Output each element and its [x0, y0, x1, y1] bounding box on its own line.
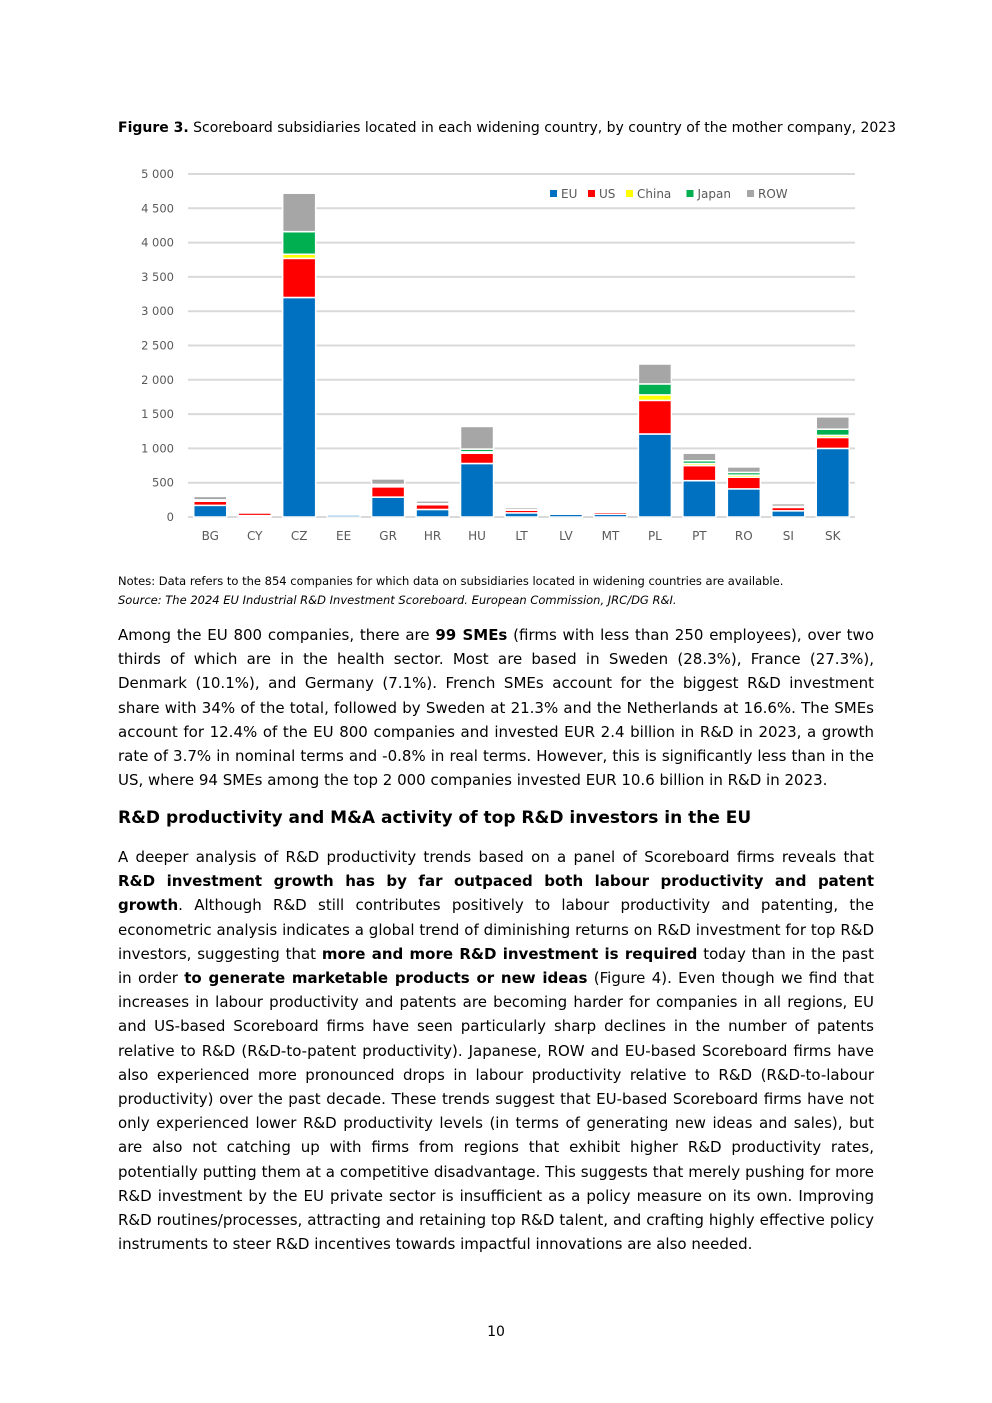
para2-bold-3: to generate marketable products or new ideas — [184, 969, 588, 988]
bar-segment-row — [772, 504, 805, 507]
bar-segment-us — [638, 400, 671, 434]
bar-segment-us — [727, 477, 760, 489]
bar-segment-us — [816, 437, 849, 448]
x-tick-label: GR — [379, 529, 397, 543]
figure-caption — [118, 119, 898, 137]
bar-segment-eu — [372, 497, 405, 517]
bar-segment-eu — [683, 481, 716, 517]
para2-text-4: (Figure 4). Even though we find that increases in labour productivity and patents are becoming harder for companies in all regions, EU and US-based Scoreboard firms have seen particularly sharp declines in the number of patents relative to R&D (R&D-to-patent productivity). Japanese, ROW and EU-based Scoreboard firms have also experienced more pronounced drops in labour productivity relative to R&D (R&D-to-labour productivity) over the past decade. These trends suggest that EU-based Scoreboard firms have not only experienced lower R&D productivity levels (in terms of generating new ideas and sales), but are also not catching up with firms from regions that exhibit higher R&D productivity rates, potentially putting them at a competitive disadvantage. This suggests that merely pushing for more R&D investment by the EU private sector is insufficient as a policy measure on its own. Improving R&D routines/processes, attracting and retaining top R&D talent, and crafting highly effective policy instruments to steer R&D incentives towards impactful innovations are also needed. — [118, 969, 874, 1254]
bar-segment-row — [727, 467, 760, 472]
y-tick-label: 0 — [166, 510, 174, 524]
legend-swatch-japan — [687, 190, 694, 197]
bar-segment-row — [283, 193, 316, 231]
y-tick-label: 4 000 — [141, 235, 174, 250]
bar-segment-row — [549, 513, 582, 514]
bar-segment-china — [638, 395, 671, 400]
x-tick-label: CY — [246, 529, 263, 543]
legend-swatch-eu — [550, 190, 557, 197]
bar-segment-japan — [638, 384, 671, 395]
bar-segment-eu — [816, 448, 849, 517]
para1-text-1: Among the EU 800 companies, there are — [118, 626, 436, 644]
bar-segment-row — [461, 426, 494, 449]
legend-label-japan: Japan — [697, 187, 731, 201]
bar-segment-us — [372, 487, 405, 497]
x-tick-label: SK — [825, 529, 841, 543]
y-tick-label: 3 000 — [141, 304, 174, 319]
para2-bold-1: R&D investment growth has by far outpaced both labour productivity and patent growth — [118, 872, 874, 915]
x-tick-label: LV — [559, 529, 573, 543]
para2-text-3: today than in the past in order — [118, 944, 875, 988]
bar-segment-eu — [638, 434, 671, 517]
stacked-bar-chart — [118, 160, 868, 560]
source-text: Source: The 2024 EU Industrial R&D Investment Scoreboard. European Commission, JRC/DG R&I. — [118, 593, 677, 607]
bar-segment-row — [683, 453, 716, 461]
bar-segment-eu — [416, 509, 449, 517]
y-tick-label: 3 500 — [141, 269, 174, 284]
figure-caption-text: Scoreboard subsidiaries located in each widening country, by country of the mother company, 2023 — [193, 120, 897, 136]
bar-segment-eu — [283, 297, 316, 517]
bar-segment-us — [283, 258, 316, 297]
legend-label-us: US — [599, 187, 616, 201]
legend-swatch-china — [626, 190, 633, 197]
x-tick-label: HU — [468, 529, 486, 543]
legend-swatch-row — [747, 190, 754, 197]
bar-segment-japan — [816, 429, 849, 435]
bar-segment-japan — [283, 232, 316, 255]
y-tick-label: 1 500 — [141, 407, 174, 422]
x-tick-label: PT — [692, 529, 707, 543]
x-tick-label: HR — [423, 529, 442, 543]
section-heading: R&D productivity and M&A activity of top R&D investors in the EU — [118, 808, 752, 828]
para1-text-2: (firms with less than 250 employees), over two thirds of which are in the health sector. Most are based in Sweden (28.3%), France (27.3%), Denmark (10.1%), and Germany (7.1%). French SMEs account for the biggest R&D investment share with 34% of the total, followed by Sweden at 21.3% and the Netherlands at 16.6%. The SMEs account for 12.4% of the EU 800 companies and invested EUR 2.4 billion in R&D in 2023, a growth rate of 3.7% in nominal terms and -0.8% in real terms. However, this is significantly less than in the US, where 94 SMEs among the top 2 000 companies invested EUR 10.6 billion in R&D in 2023. — [118, 626, 874, 790]
notes-text: Notes: Data refers to the 854 companies for which data on subsidiaries located in widening countries are available. — [118, 574, 784, 588]
para1-bold-1: 99 SMEs — [435, 626, 508, 644]
bar-segment-eu — [194, 505, 227, 517]
bar-segment-eu — [461, 463, 494, 517]
page-number: 10 — [487, 1324, 505, 1340]
x-tick-label: SI — [782, 529, 794, 543]
x-tick-label: MT — [601, 529, 620, 543]
y-tick-label: 2 000 — [141, 372, 174, 387]
bar-segment-row — [372, 479, 405, 484]
legend-swatch-us — [588, 190, 595, 197]
legend-label-china: China — [637, 187, 672, 201]
bar-segment-row — [505, 508, 538, 510]
bar-segment-us — [461, 453, 494, 463]
figure-notes — [118, 572, 878, 610]
y-tick-label: 4 500 — [141, 201, 174, 216]
legend-label-row: ROW — [758, 187, 788, 201]
para2-text-1: A deeper analysis of R&D productivity trends based on a panel of Scoreboard firms reveals that — [118, 848, 874, 866]
para2-text-2: . Although R&D still contributes positively to labour productivity and patenting, the econometric analysis indicates a global trend of diminishing returns on R&D investment for top R&D investors, suggesting that — [118, 896, 874, 963]
legend-label-eu: EU — [561, 187, 578, 201]
y-tick-label: 500 — [152, 475, 174, 490]
bar-segment-row — [327, 513, 360, 514]
bar-segment-row — [416, 501, 449, 504]
x-tick-label: BG — [201, 529, 219, 543]
x-tick-label: LT — [515, 529, 528, 543]
bar-segment-row — [194, 496, 227, 499]
x-tick-label: CZ — [290, 529, 308, 543]
paragraph-smes — [118, 623, 874, 792]
x-tick-label: RO — [734, 529, 753, 543]
y-tick-label: 2 500 — [141, 338, 174, 353]
para2-bold-2: more and more R&D investment is required — [321, 944, 698, 963]
x-tick-label: EE — [336, 529, 352, 543]
bar-segment-us — [683, 466, 716, 481]
y-tick-label: 5 000 — [141, 167, 174, 181]
figure-label: Figure 3. — [118, 120, 189, 136]
bar-segment-eu — [772, 511, 805, 517]
bar-segment-row — [638, 364, 671, 384]
bar-segment-eu — [727, 489, 760, 517]
paragraph-rd-productivity — [118, 845, 874, 1256]
x-tick-label: PL — [647, 529, 662, 543]
bar-segment-row — [238, 512, 271, 513]
bar-segment-row — [816, 417, 849, 429]
bar-segment-row — [594, 510, 627, 511]
y-tick-label: 1 000 — [141, 441, 174, 456]
